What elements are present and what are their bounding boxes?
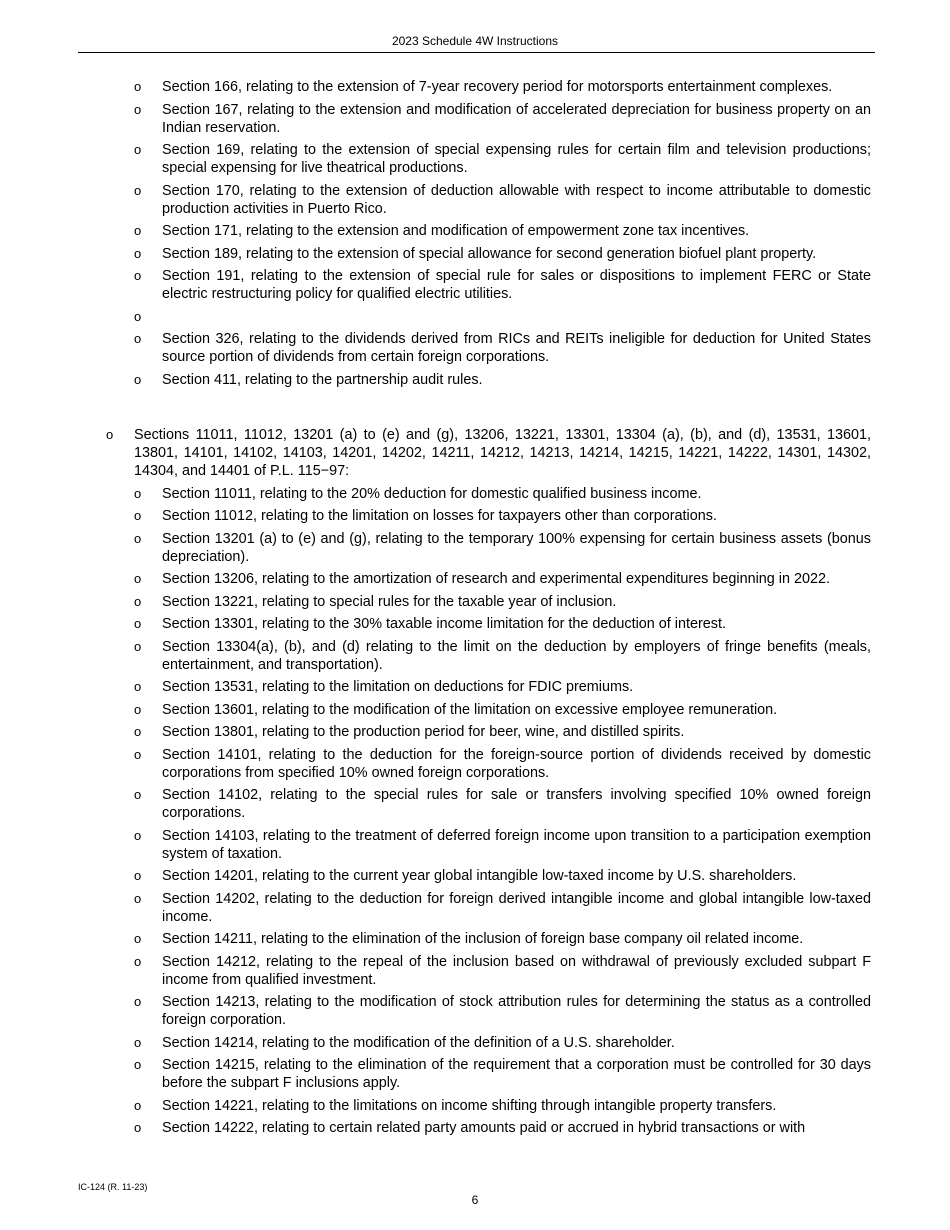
list-item-text: Section 14214, relating to the modification of the definition of a U.S. shareholder. bbox=[162, 1034, 675, 1051]
list-item-text: Section 14212, relating to the repeal of the inclusion based on withdrawal of previously excluded subpart F income from qualified investment. bbox=[162, 953, 871, 988]
sublist-group-2 bbox=[0, 485, 950, 1138]
list-item-text: Section 13304(a), (b), and (d) relating to the limit on the deduction by employers of fringe benefits (meals, entertainment, and transportation). bbox=[162, 638, 871, 673]
list-item-text: Section 14101, relating to the deduction for the foreign-source portion of dividends received by domestic corporations from specified 10% owned foreign corporations. bbox=[162, 746, 871, 781]
list-item bbox=[134, 330, 871, 366]
list-item bbox=[134, 890, 871, 926]
bullet-icon: o bbox=[134, 1034, 142, 1050]
bullet-icon: o bbox=[134, 223, 142, 238]
sublist-group-1 bbox=[0, 78, 950, 389]
list-item-text: Section 13801, relating to the production period for beer, wine, and distilled spirits. bbox=[162, 724, 685, 740]
bullet-icon: o bbox=[134, 508, 142, 523]
list-item-text: Section 13531, relating to the limitation on deductions for FDIC premiums. bbox=[162, 679, 634, 695]
list-item bbox=[134, 1034, 871, 1052]
bullet-icon: o bbox=[134, 953, 142, 969]
bullet-icon: o bbox=[134, 616, 142, 631]
list-item-text: Section 13301, relating to the 30% taxable income limitation for the deduction of interest. bbox=[162, 616, 726, 632]
list-item-text: Section 14102, relating to the special rules for sale or transfers involving specified 10% owned foreign corporations. bbox=[162, 787, 871, 821]
bullet-icon: o bbox=[134, 593, 142, 609]
main-list-item-text: Sections 11011, 11012, 13201 (a) to (e) and (g), 13206, 13221, 13301, 13304 (a), (b), and (d), 13531, 13601, 13801, 14101, 14102, 14103, 14201, 14202, 14211, 14212, 14213, 14214, 14215, 14221, 14222, 14301, 14302, 14304, and 14401 of P.L. 115−97: bbox=[134, 427, 871, 479]
list-item-text: Section 189, relating to the extension of special allowance for second generation biofuel plant property. bbox=[162, 245, 817, 262]
list-item-text: Section 14213, relating to the modification of stock attribution rules for determining the status as a controlled foreign corporation. bbox=[162, 994, 871, 1028]
list-item bbox=[134, 570, 871, 588]
bullet-icon: o bbox=[134, 787, 142, 802]
list-item-text: Section 11011, relating to the 20% deduction for domestic qualified business income. bbox=[162, 485, 702, 502]
list-item bbox=[134, 245, 871, 263]
list-item bbox=[134, 638, 871, 674]
list-item bbox=[134, 267, 871, 303]
bullet-icon: o bbox=[134, 571, 142, 586]
bullet-icon: o bbox=[134, 268, 142, 283]
bullet-icon: o bbox=[106, 427, 114, 442]
list-item-text: Section 14215, relating to the elimination of the requirement that a corporation must be controlled for 30 days before the subpart F inclusions apply. bbox=[162, 1057, 871, 1091]
list-item bbox=[134, 953, 871, 989]
list-item bbox=[134, 1119, 871, 1137]
page-header-title: 2023 Schedule 4W Instructions bbox=[391, 34, 559, 48]
list-item bbox=[134, 485, 871, 503]
list-item-text: Section 11012, relating to the limitation on losses for taxpayers other than corporations. bbox=[162, 508, 717, 524]
list-item bbox=[134, 371, 871, 389]
footer-form-id: IC-124 (R. 11-23) bbox=[78, 1182, 148, 1192]
bullet-icon: o bbox=[134, 1057, 142, 1072]
list-item bbox=[134, 141, 871, 177]
list-item bbox=[134, 723, 871, 741]
bullet-icon: o bbox=[134, 679, 142, 694]
bullet-icon: o bbox=[134, 1120, 142, 1135]
list-item bbox=[134, 993, 871, 1029]
bullet-icon: o bbox=[134, 890, 142, 906]
list-item-text: Section 14211, relating to the elimination of the inclusion of foreign base company oil related income. bbox=[162, 931, 804, 947]
list-item-text: Section 171, relating to the extension and modification of empowerment zone tax incentives. bbox=[162, 223, 750, 239]
list-item bbox=[134, 593, 871, 611]
bullet-icon: o bbox=[134, 331, 142, 346]
list-item-text: Section 13221, relating to special rules for the taxable year of inclusion. bbox=[162, 593, 617, 610]
bullet-icon: o bbox=[134, 530, 142, 546]
list-item-text: Section 326, relating to the dividends derived from RICs and REITs ineligible for deduction for United States source portion of dividends from certain foreign corporations. bbox=[162, 331, 871, 365]
list-item-text: Section 411, relating to the partnership audit rules. bbox=[162, 371, 483, 388]
footer-page-number: 6 bbox=[471, 1193, 479, 1207]
list-item-text: Section 13601, relating to the modification of the limitation on excessive employee remuneration. bbox=[162, 701, 778, 718]
list-item bbox=[134, 615, 871, 633]
list-item bbox=[134, 530, 871, 566]
list-item bbox=[134, 1056, 871, 1092]
list-item bbox=[134, 182, 871, 218]
list-item bbox=[134, 78, 871, 96]
list-item-text: Section 191, relating to the extension of special rule for sales or dispositions to implement FERC or State electric restructuring policy for qualified electric utilities. bbox=[162, 268, 871, 302]
list-item-text: Section 14201, relating to the current year global intangible low-taxed income by U.S. shareholders. bbox=[162, 868, 797, 884]
list-item bbox=[134, 746, 871, 782]
list-item bbox=[134, 1097, 871, 1115]
bullet-icon: o bbox=[134, 638, 142, 654]
bullet-icon: o bbox=[134, 79, 142, 94]
list-item bbox=[134, 308, 871, 326]
list-item-text: Section 14222, relating to certain related party amounts paid or accrued in hybrid transactions or with bbox=[162, 1120, 806, 1136]
list-item bbox=[134, 507, 871, 525]
list-item bbox=[134, 678, 871, 696]
bullet-icon: o bbox=[134, 485, 142, 501]
bullet-icon: o bbox=[134, 101, 142, 117]
bullet-icon: o bbox=[134, 868, 142, 883]
bullet-icon: o bbox=[134, 827, 142, 843]
bullet-icon: o bbox=[134, 245, 142, 261]
bullet-icon: o bbox=[134, 371, 142, 387]
list-item bbox=[134, 701, 871, 719]
list-item-text: Section 13206, relating to the amortization of research and experimental expenditures beginning in 2022. bbox=[162, 571, 830, 587]
list-item bbox=[134, 101, 871, 137]
bullet-icon: o bbox=[134, 994, 142, 1009]
list-item-text: Section 170, relating to the extension of deduction allowable with respect to income attributable to domestic production activities in Puerto Rico. bbox=[162, 182, 871, 217]
list-item bbox=[134, 827, 871, 863]
bullet-icon: o bbox=[134, 308, 142, 324]
list-item-text: Section 169, relating to the extension of special expensing rules for certain film and television productions; special expensing for live theatrical productions. bbox=[162, 142, 871, 176]
bullet-icon: o bbox=[134, 931, 142, 946]
list-item-text: Section 14103, relating to the treatment of deferred foreign income upon transition to a participation exemption system of taxation. bbox=[162, 827, 871, 862]
list-item-text: Section 166, relating to the extension of 7-year recovery period for motorsports entertainment complexes. bbox=[162, 79, 833, 95]
list-item bbox=[134, 786, 871, 822]
list-item-text: Section 167, relating to the extension and modification of accelerated depreciation for business property on an Indian reservation. bbox=[162, 101, 871, 136]
section-spacer bbox=[0, 393, 950, 426]
list-item-text: Section 14221, relating to the limitations on income shifting through intangible property transfers. bbox=[162, 1097, 777, 1114]
list-item-text: Section 13201 (a) to (e) and (g), relating to the temporary 100% expensing for certain business assets (bonus depreciation). bbox=[162, 530, 871, 565]
bullet-icon: o bbox=[134, 142, 142, 157]
list-item-text: Section 14202, relating to the deduction for foreign derived intangible income and global intangible low-taxed income. bbox=[162, 890, 871, 925]
bullet-icon: o bbox=[134, 182, 142, 198]
document-body bbox=[0, 78, 950, 1142]
list-item bbox=[134, 930, 871, 948]
bullet-icon: o bbox=[134, 746, 142, 762]
bullet-icon: o bbox=[134, 701, 142, 717]
list-item bbox=[134, 867, 871, 885]
main-list-item bbox=[106, 426, 871, 480]
bullet-icon: o bbox=[134, 724, 142, 739]
bullet-icon: o bbox=[134, 1097, 142, 1113]
list-item bbox=[134, 222, 871, 240]
header-divider bbox=[78, 52, 875, 53]
